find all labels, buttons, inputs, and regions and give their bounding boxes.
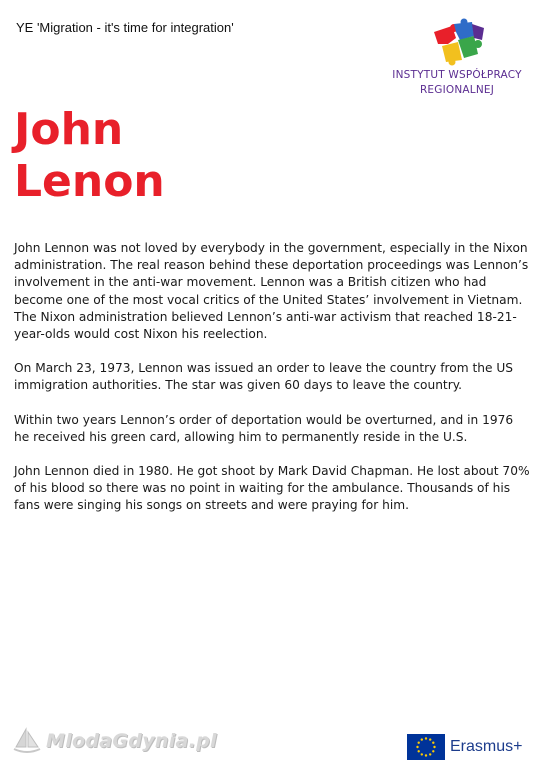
eu-flag-icon <box>407 734 445 760</box>
paragraph: Within two years Lennon’s order of deportation would be overturned, and in 1976 he received his green card, allowing him to permanently reside in the U.S. <box>14 412 514 444</box>
puzzle-logo-icon <box>428 18 488 68</box>
paragraph: John Lennon was not loved by everybody in the government, especially in the Nixon administration. The real reason behind these deportation proceedings was Lennon’s involvement in the anti-war movement. Lennon was a British citizen who had become one of the most vocal critics of the United States’ involvement in Vietnam. The Nixon administration believed Lennon’s anti-war activism that reached 18-21-year-olds would cost Nixon his reelection. <box>14 241 529 342</box>
institute-logo <box>382 18 532 108</box>
watermark-text: MlodaGdynia.pl <box>46 730 217 752</box>
erasmus-label: Erasmus+ <box>450 738 523 755</box>
sailboat-icon <box>12 727 42 755</box>
paragraph: John Lennon died in 1980. He got shoot by Mark David Chapman. He lost about 70% of his blood so there was no point in waiting for the ambulance. Thousands of his fans were singing his songs on streets and were praying for him. <box>14 464 530 513</box>
page-title-line2: Lenon <box>14 156 165 207</box>
page-title-line1: John <box>14 104 124 155</box>
article-body <box>14 240 530 532</box>
erasmus-logo <box>407 733 522 761</box>
watermark <box>12 726 217 756</box>
institute-name <box>382 68 532 98</box>
project-title: YE 'Migration - it's time for integration' <box>16 20 234 35</box>
institute-name-line2: REGIONALNEJ <box>419 84 495 96</box>
page-title <box>14 104 165 208</box>
institute-name-line1: INSTYTUT WSPÓŁPRACY <box>392 69 522 81</box>
paragraph: On March 23, 1973, Lennon was issued an order to leave the country from the US immigration authorities. The star was given 60 days to leave the country. <box>14 361 514 393</box>
